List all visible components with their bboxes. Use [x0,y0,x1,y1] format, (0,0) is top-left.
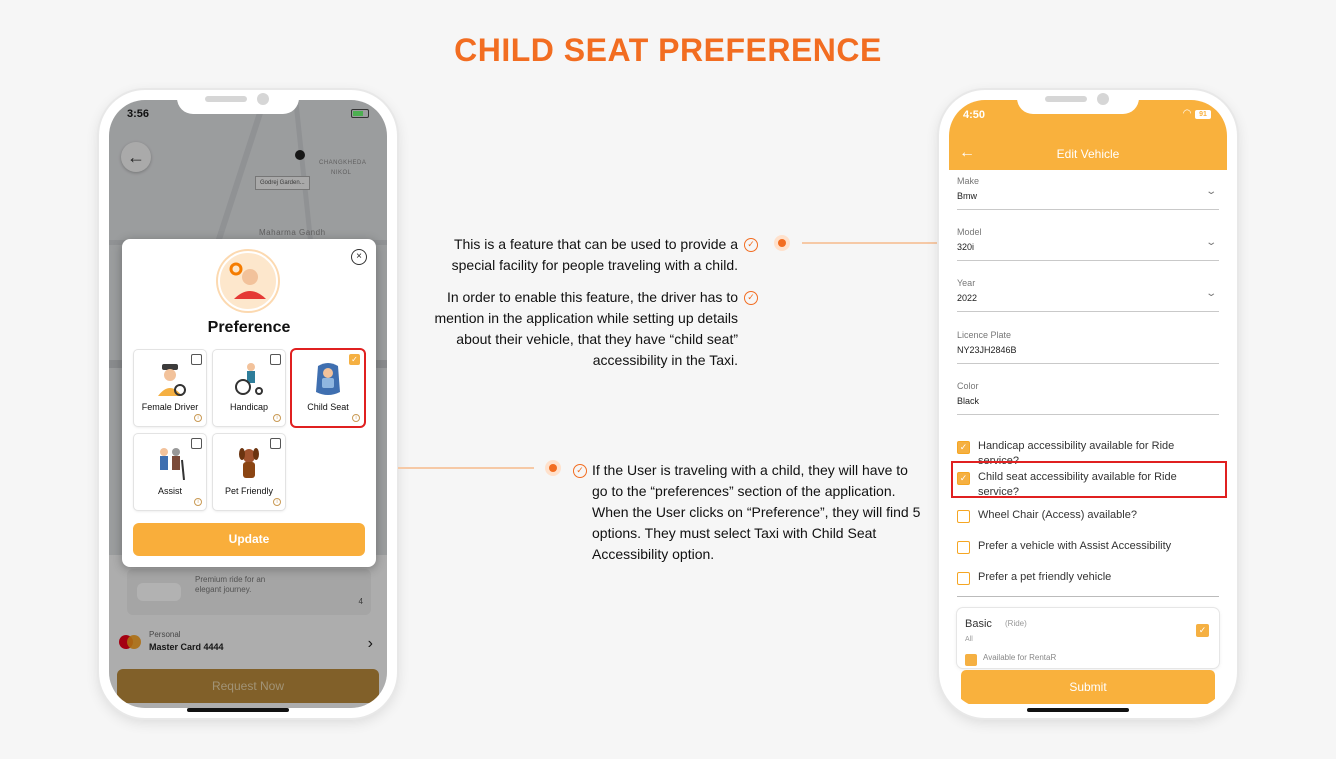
check-circle-icon: ✓ [744,238,758,252]
year-field[interactable] [957,272,1219,312]
preference-modal [122,239,376,567]
preference-avatar-icon [218,251,278,311]
option-label: Female Driver [141,402,199,412]
checkbox-icon[interactable] [957,510,970,523]
info-icon[interactable]: i [194,414,202,422]
option-pet-friendly[interactable] [213,434,285,510]
service-title: Basic [965,618,992,630]
edit-vehicle-form [949,170,1227,708]
connector-line [398,467,534,469]
update-button[interactable]: Update [133,523,365,556]
field-label: Year [957,278,976,288]
driver-screen [949,100,1227,708]
pet-friendly-checkbox[interactable] [270,438,281,449]
map-place-label: Godrej Garden... [255,176,310,190]
pet-icon [231,446,267,480]
checkbox-icon[interactable] [957,572,970,585]
checkbox-label: Prefer a vehicle with Assist Accessibility [978,540,1172,552]
rider-phone [99,90,397,718]
premium-ride-text: Premium ride for an elegant journey. [195,575,266,594]
field-value: Bmw [957,191,977,201]
feature-description-1: This is a feature that can be used to provide a special facility for people traveling with a child. [451,236,738,273]
submit-button[interactable]: Submit [961,670,1215,704]
checkbox-label: Prefer a pet friendly vehicle [978,571,1112,583]
wheelchair-icon [231,362,267,396]
field-value: Black [957,396,980,406]
checkbox-label: Child seat accessibility available for Ride service? [978,471,1177,498]
info-icon[interactable]: i [194,498,202,506]
header-title: Edit Vehicle [1056,147,1120,161]
home-indicator [1027,708,1129,712]
seat-count: 4 [358,597,363,606]
home-indicator [187,708,289,712]
phone-notch [177,90,299,114]
rental-label: Available for RentaR [983,653,1057,662]
option-female-driver[interactable] [134,350,206,426]
option-assist[interactable] [134,434,206,510]
feature-description-3: If the User is traveling with a child, they will have to go to the “preferences” section of the application. When the User clicks on “Preference”, they will find 5 options. They must select Taxi with Child Seat Accessibility option. [592,462,921,562]
status-time: 4:50 [963,109,986,121]
checkbox-label: Wheel Chair (Access) available? [978,509,1137,521]
arrow-left-icon[interactable]: ← [959,144,975,161]
rider-screen [109,100,387,708]
make-field[interactable] [957,170,1219,210]
female-driver-icon [152,362,188,396]
payment-type: Personal [149,630,181,639]
check-circle-icon: ✓ [744,291,758,305]
chevron-down-icon: ⌄ [1204,237,1217,248]
option-label: Child Seat [307,402,349,412]
field-label: Color [957,381,979,391]
field-value: NY23JH2846B [957,345,1017,355]
feature-description-2: In order to enable this feature, the driver has to mention in the application while setting up details about their vehicle, that they have “child seat” accessibility in the Taxi. [434,289,738,368]
wifi-icon: ◠ [1183,108,1191,119]
assist-icon [152,446,188,480]
connector-line [802,242,939,244]
chevron-down-icon: ⌄ [1204,186,1217,197]
field-label: Licence Plate [957,330,1012,340]
connector-dot-icon [774,235,790,251]
close-icon[interactable]: × [351,249,367,265]
option-label: Pet Friendly [224,486,274,496]
service-subtitle: All [965,636,973,643]
battery-icon [351,109,369,118]
option-child-seat[interactable] [292,350,364,426]
info-icon[interactable]: i [273,498,281,506]
model-field[interactable] [957,221,1219,261]
checkbox-checked-icon[interactable] [965,654,977,666]
divider [957,596,1219,597]
checkbox-checked-icon[interactable]: ✓ [957,472,970,485]
option-label: Handicap [229,402,269,412]
checkbox-label: Handicap accessibility available for Ride service? [978,440,1175,467]
field-label: Make [957,176,980,186]
field-value: 320i [957,242,975,252]
battery-icon: 91 [1195,110,1211,119]
option-label: Assist [157,486,182,496]
chevron-down-icon: ⌄ [1204,288,1217,299]
phone-notch [1017,90,1139,114]
request-now-button[interactable]: Request Now [117,669,379,703]
driver-phone [939,90,1237,718]
field-value: 2022 [957,293,978,303]
preference-title: Preference [207,319,291,336]
basic-service-card[interactable] [957,608,1219,668]
assist-checkbox[interactable] [191,438,202,449]
child-seat-icon [310,362,346,396]
licence-plate-field[interactable] [957,324,1219,364]
check-circle-icon: ✓ [573,464,587,478]
checkbox-checked-icon[interactable]: ✓ [1196,624,1209,637]
status-time: 3:56 [127,108,150,120]
map-area-label: CHANGKHEDA [319,160,367,166]
info-icon[interactable]: i [273,414,281,422]
child-seat-checkbox[interactable]: ✓ [349,354,360,365]
chevron-right-icon: › [367,635,373,652]
payment-card-name: Master Card 4444 [149,642,224,652]
child-seat-highlight [951,461,1227,498]
page-title: CHILD SEAT PREFERENCE [454,32,882,68]
checkbox-icon[interactable] [957,541,970,554]
info-icon[interactable]: i [352,414,360,422]
color-field[interactable] [957,375,1219,415]
connector-dot-icon [545,460,561,476]
checkbox-checked-icon[interactable]: ✓ [957,441,970,454]
handicap-checkbox[interactable] [270,354,281,365]
arrow-left-icon: ← [127,146,145,167]
female-driver-checkbox[interactable] [191,354,202,365]
map-road-label: Maharma Gandh [259,228,326,237]
option-handicap[interactable] [213,350,285,426]
field-label: Model [957,227,982,237]
map-area-label-2: NIKOL [331,170,352,176]
service-tag: (Ride) [1005,619,1027,628]
